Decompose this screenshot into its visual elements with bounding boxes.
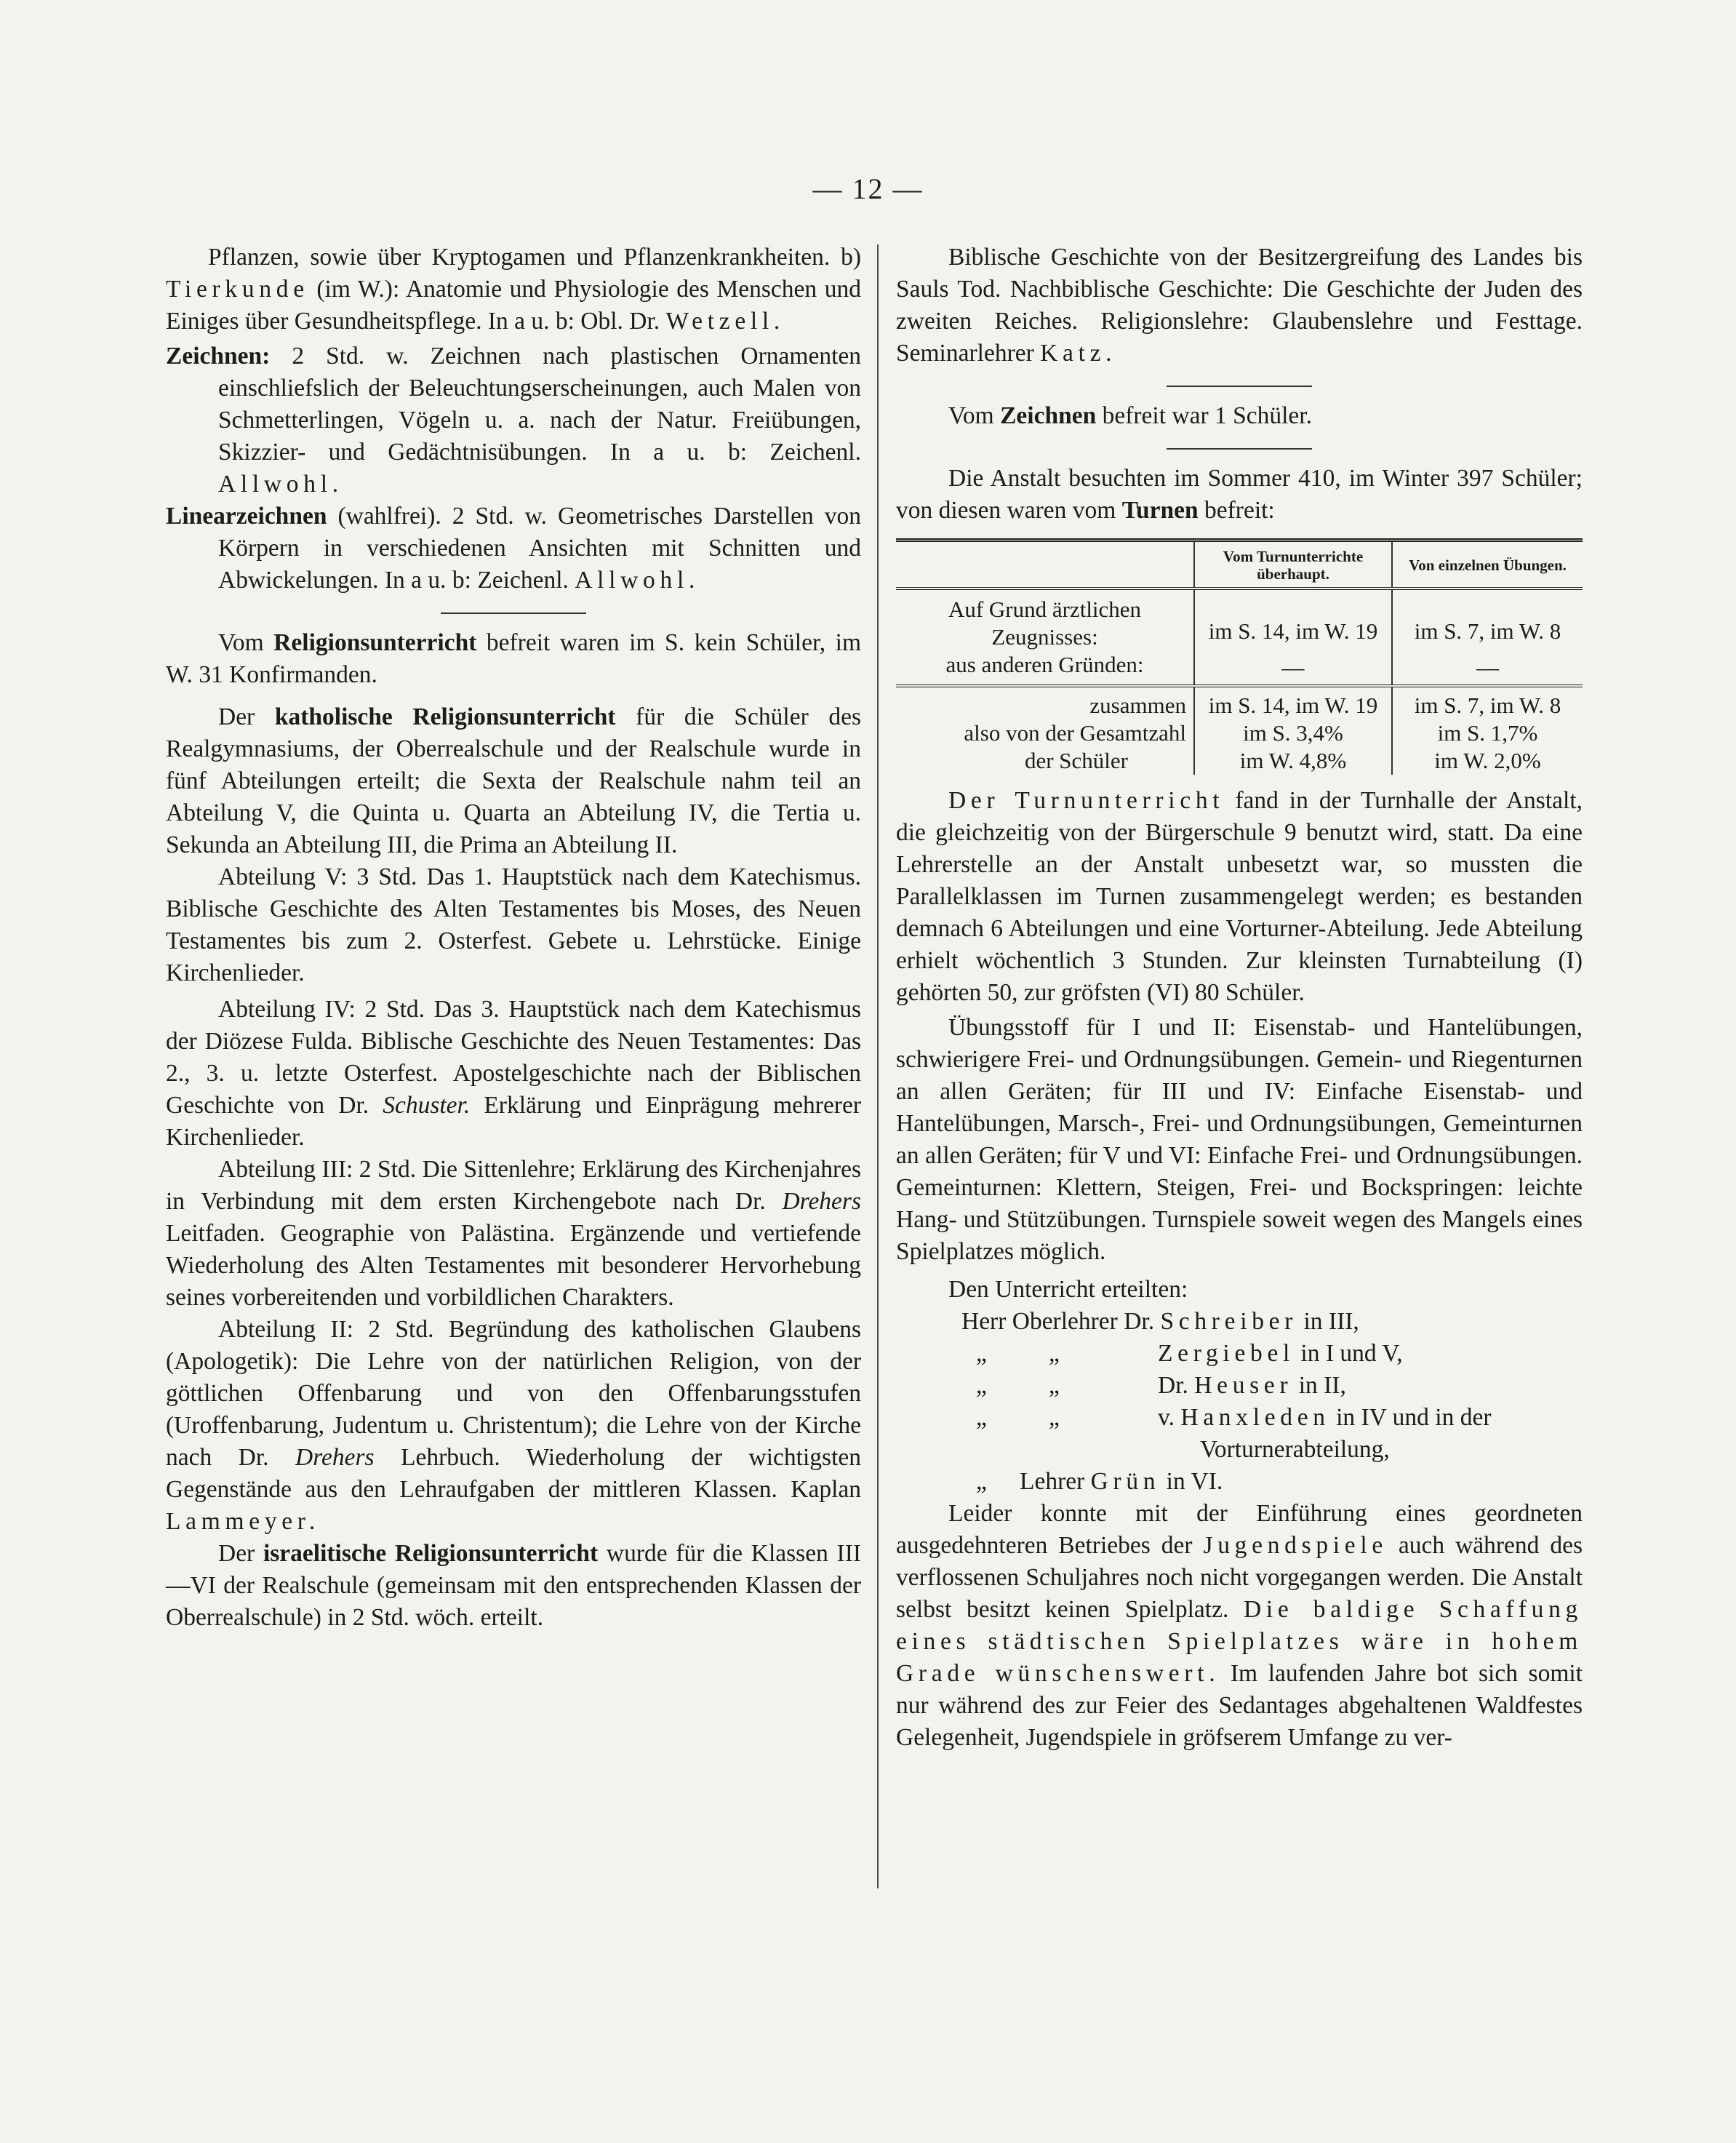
paragraph-linearzeichnen: Linearzeichnen (wahlfrei). 2 Std. w. Geometrisches Darstellen von Körpern in verschiedenen Ansichten mit Schnitten und Abwickelungen. In a u. b: Zeichenl. Allwohl. xyxy=(166,503,862,594)
page-number: — 12 — xyxy=(812,172,924,205)
section-rule-right-1 xyxy=(1167,386,1312,387)
section-rule xyxy=(441,612,586,614)
column-divider xyxy=(877,244,879,1888)
paragraph-abteilung-2: Abteilung II: 2 Std. Begründung des katholischen Glaubens (Apologetik): Die Lehre von der natürlichen Religion, von der göttlichen Offenbarung und von den Offenbarungsstufen (Uroffenbarung, Judentum u. Christentum); die Lehre von der Kirche nach Dr. Drehers Lehrbuch. Wiederholung der wichtigsten Gegenstände aus den Lehraufgaben der mittleren Klassen. Kaplan Lammeyer. xyxy=(166,1316,862,1535)
paragraph-abteilung-5: Abteilung V: 3 Std. Das 1. Hauptstück nach dem Katechismus. Biblische Geschichte des Alten Testamentes bis Moses, des Neuen Testamentes bis zum 2. Osterfest. Gebete u. Lehrstücke. Einige Kirchenlieder. xyxy=(166,863,861,986)
right-column xyxy=(896,242,1583,1754)
paragraph-katholisch: Der katholische Religionsunterricht für die Schüler des Realgymnasiums, der Oberrealschule und der Realschule wurde in fünf Abteilungen erteilt; die Sexta der Realschule nahm teil an Abteilung V, die Quinta u. Quarta an Abteilung IV, die Tertia u. Sekunda an Abteilung III, die Prima an Abteilung II. xyxy=(166,703,862,858)
list-item: Herr Oberlehrer Dr. Schreiber in III, xyxy=(961,1308,1359,1335)
paragraph-anstalt-besuchten: Die Anstalt besuchten im Sommer 410, im Winter 397 Schüler; von diesen waren vom Turnen befreit: xyxy=(896,465,1583,524)
paragraph-jugendspiele: Leider konnte mit der Einführung eines geordneten ausgedehnteren Betriebes der Jugendspiele auch während des verflossenen Schuljahres noch nicht vorgegangen werden. Die Anstalt selbst besitzt keinen Spielplatz. Die baldige Schaffung eines städtischen Spielplatzes wäre in hohem Grade wünschenswert. Im laufenden Jahre bot sich somit nur während des zur Feier des Sedantages abgehaltenen Waldfestes Gelegenheit, Jugendspiele in gröfserem Umfange zu ver- xyxy=(896,1500,1583,1751)
table-row: Auf Grund ärztlichen Zeugnisses: im S. 14, im W. 19 im S. 7, im W. 8 xyxy=(896,588,1583,651)
table-row: zusammen im S. 14, im W. 19 im S. 7, im W. 8 xyxy=(896,686,1583,719)
list-item: Vorturnerabteilung, xyxy=(1200,1436,1390,1463)
paragraph-pflanzen: Pflanzen, sowie über Kryptogamen und Pflanzenkrankheiten. b) Tierkunde (im W.): Anatomie und Physiologie des Menschen und Einiges über Gesundheitspflege. In a u. b: Obl. Dr. Wetzell. xyxy=(166,244,861,335)
list-item: „ „ v. Hanxleden in IV und in der xyxy=(976,1404,1492,1431)
turnen-befreit-table xyxy=(896,538,1583,775)
paragraph-religion-befreit: Vom Religionsunterricht befreit waren im S. kein Schüler, im W. 31 Konfirmanden. xyxy=(166,629,862,688)
paragraph-israelitisch: Der israelitische Religionsunterricht wurde für die Klassen III—VI der Realschule (gemeinsam mit den entsprechenden Klassen der Oberrealschule) in 2 Std. wöch. erteilt. xyxy=(166,1540,862,1631)
paragraph-abteilung-3: Abteilung III: 2 Std. Die Sittenlehre; Erklärung des Kirchenjahres in Verbindung mit dem ersten Kirchengebote nach Dr. Drehers Leitfaden. Geographie von Palästina. Ergänzende und vertiefende Wiederholung des Alten Testamentes mit besonderer Hervorhebung seines vorbereitenden und vorbildlichen Charakters. xyxy=(166,1156,862,1311)
paragraph-turnunterricht: Der Turnunterricht fand in der Turnhalle der Anstalt, die gleichzeitig von der Bürgerschule 9 benutzt wird, statt. Da eine Lehrerstelle an der Anstalt unbesetzt war, so mussten die Parallelklassen im Turnen zusammengelegt werden; es bestanden demnach 6 Abteilungen und eine Vorturner-Abteilung. Jede Abteilung erhielt wöchentlich 3 Stunden. Zur kleinsten Turnabteilung (I) gehörten 50, zur gröfsten (VI) 80 Schüler. xyxy=(896,787,1583,1006)
col-header-ueberhaupt: Vom Turnunterrichte überhaupt. xyxy=(1194,540,1392,589)
paragraph-biblische-geschichte: Biblische Geschichte von der Besitzergreifung des Landes bis Sauls Tod. Nachbiblische Geschichte: Die Geschichte der Juden des zweiten Reiches. Religionslehre: Glaubenslehre und Festtage. Seminarlehrer Katz. xyxy=(896,244,1583,367)
list-item: „ „ Zergiebel in I und V, xyxy=(976,1340,1403,1367)
teacher-list xyxy=(896,1306,1583,1498)
left-column xyxy=(166,242,861,1634)
table-row: also von der Gesamtzahl der Schüler im S. 3,4% im W. 4,8% im S. 1,7% im W. 2,0% xyxy=(896,719,1583,775)
section-rule-right-2 xyxy=(1167,448,1312,450)
paragraph-zeichnen-befreit: Vom Zeichnen befreit war 1 Schüler. xyxy=(948,402,1312,429)
list-item: „ „ Dr. Heuser in II, xyxy=(976,1372,1346,1399)
table-row: aus anderen Gründen: — — xyxy=(896,651,1583,686)
paragraph-uebungsstoff: Übungsstoff für I und II: Eisenstab- und Hantelübungen, schwierigere Frei- und Ordnungsübungen. Gemein- und Riegenturnen an allen Geräten; für III und IV: Einfache Eisenstab- und Hantelübungen, Marsch-, Frei- und Ordnungsübungen, Gemeinturnen an allen Geräten; für V und VI: Einfache Frei- und Ordnungsübungen. Gemeinturnen: Klettern, Steigen, Frei- und Bockspringen: leichte Hang- und Stützübungen. Turnspiele soweit wegen des Mangels eines Spielplatzes möglich. xyxy=(896,1014,1583,1265)
paragraph-zeichnen: Zeichnen: 2 Std. w. Zeichnen nach plastischen Ornamenten einschliefslich der Beleuchtungserscheinungen, auch Malen von Schmetterlingen, Vögeln u. a. nach der Natur. Freiübungen, Skizzier- und Gedächtnisübungen. In a u. b: Zeichenl. Allwohl. xyxy=(166,343,861,498)
list-item: „ Lehrer Grün in VI. xyxy=(976,1468,1223,1495)
col-header-einzelne: Von einzelnen Übungen. xyxy=(1409,556,1567,574)
paragraph-abteilung-4: Abteilung IV: 2 Std. Das 3. Hauptstück nach dem Katechismus der Diözese Fulda. Biblische Geschichte des Neuen Testamentes: Das 2., 3. u. letzte Osterfest. Apostelgeschichte nach der Biblischen Geschichte von Dr. Schuster. Erklärung und Einprägung mehrerer Kirchenlieder. xyxy=(166,996,861,1151)
paragraph-unterricht-erteilten: Den Unterricht erteilten: xyxy=(948,1276,1188,1303)
